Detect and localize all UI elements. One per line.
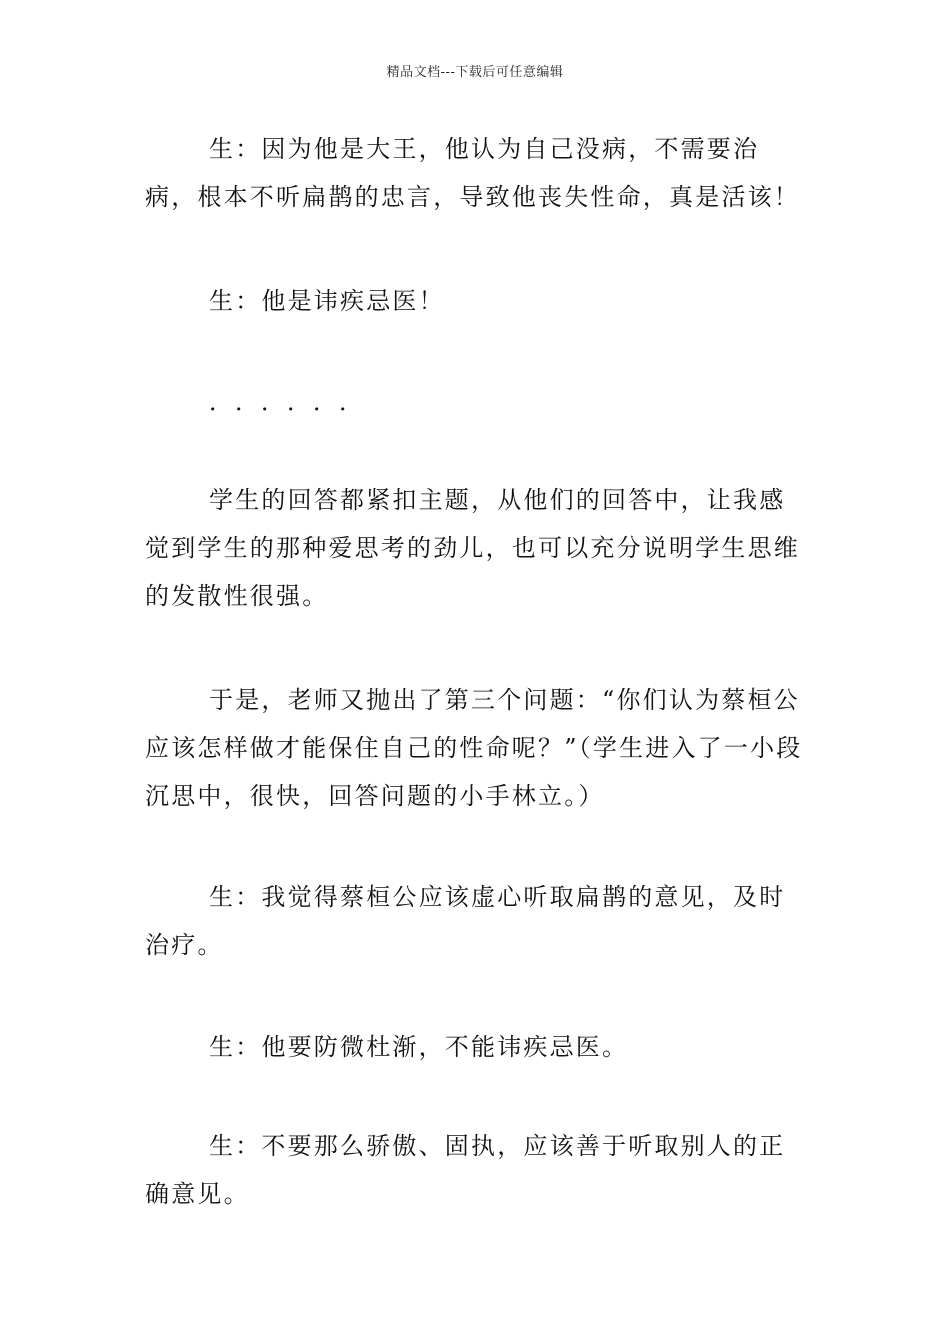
paragraph: 生：我觉得蔡桓公应该虚心听取扁鹊的意见，及时治疗。 (145, 883, 786, 959)
paragraph: 生：他要防微杜渐，不能讳疾忌医。 (209, 1033, 629, 1061)
paragraph: 于是，老师又抛出了第三个问题：“你们认为蔡桓公应该怎样做才能保住自己的性命呢？”（学生进入了一小段沉思中，很快，回答问题的小手林立。） (145, 686, 803, 810)
ellipsis-paragraph: ．．．．．． (209, 388, 377, 416)
paragraph: 学生的回答都紧扣主题，从他们的回答中，让我感觉到学生的那种爱思考的劲儿，也可以充分说明学生思维的发散性很强。 (145, 486, 800, 610)
paragraph: 生：不要那么骄傲、固执，应该善于听取别人的正确意见。 (145, 1132, 786, 1208)
paragraph: 生：因为他是大王，他认为自己没病，不需要治病，根本不听扁鹊的忠言，导致他丧失性命，真是活该！ (145, 135, 800, 211)
paragraph: 生：他是讳疾忌医！ (209, 287, 445, 315)
page-header: 精品文档---下载后可任意编辑 (386, 65, 564, 80)
